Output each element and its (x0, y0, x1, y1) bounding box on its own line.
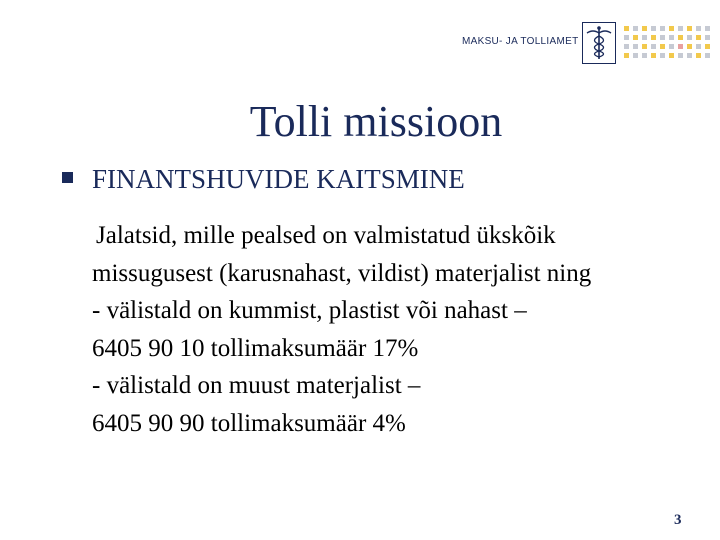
decorative-dot (651, 26, 656, 31)
decorative-dot (642, 44, 647, 49)
decorative-dot (687, 35, 692, 40)
decorative-dot (651, 35, 656, 40)
decorative-dot (660, 53, 665, 58)
decorative-dot (642, 35, 647, 40)
organization-name: MAKSU- JA TOLLIAMET (462, 36, 579, 47)
decorative-dot (633, 53, 638, 58)
caduceus-emblem-icon (582, 22, 616, 64)
decorative-dot (651, 53, 656, 58)
decorative-dot (633, 44, 638, 49)
decorative-dot (696, 44, 701, 49)
decorative-dot (633, 35, 638, 40)
decorative-dot (705, 44, 710, 49)
decorative-dot (651, 44, 656, 49)
decorative-dot (624, 26, 629, 31)
slide-title: Tolli missioon (249, 97, 503, 146)
decorative-dot (696, 53, 701, 58)
decorative-dot (660, 35, 665, 40)
body-line: missugusest (karusnahast, vildist) materjalist ning (92, 259, 592, 287)
body-line: Jalatsid, mille pealsed on valmistatud ükskõik (96, 222, 556, 249)
decorative-dot (687, 26, 692, 31)
body-line: - välistald on kummist, plastist või nahast – (92, 297, 527, 324)
decorative-dot (678, 53, 683, 58)
decorative-dot (669, 26, 674, 31)
decorative-dot (642, 53, 647, 58)
decorative-dot (696, 26, 701, 31)
decorative-dot (624, 44, 629, 49)
decorative-dot (660, 26, 665, 31)
decorative-dot (705, 26, 710, 31)
decorative-dot (669, 35, 674, 40)
body-line: 6405 90 10 tollimaksumäär 17% (92, 334, 419, 362)
decorative-dot (678, 26, 683, 31)
decorative-dot (669, 44, 674, 49)
decorative-dot (624, 35, 629, 40)
decorative-dot (687, 44, 692, 49)
page-number: 3 (674, 512, 682, 528)
decorative-dot (678, 44, 683, 49)
decorative-dot (642, 26, 647, 31)
decorative-dot (687, 53, 692, 58)
body-line: - välistald on muust materjalist – (92, 372, 421, 399)
body-text (92, 217, 591, 442)
decorative-dot (678, 35, 683, 40)
decorative-dot (660, 44, 665, 49)
decorative-dot (696, 35, 701, 40)
decorative-dot (705, 35, 710, 40)
bullet-heading: FINANTSHUVIDE KAITSMINE (92, 164, 465, 194)
decorative-dot (705, 53, 710, 58)
body-line: 6405 90 90 tollimaksumäär 4% (92, 409, 406, 437)
decorative-dot-grid (622, 24, 714, 64)
decorative-dot (633, 26, 638, 31)
decorative-dot (624, 53, 629, 58)
bullet-square-icon (62, 172, 73, 183)
decorative-dot (669, 53, 674, 58)
